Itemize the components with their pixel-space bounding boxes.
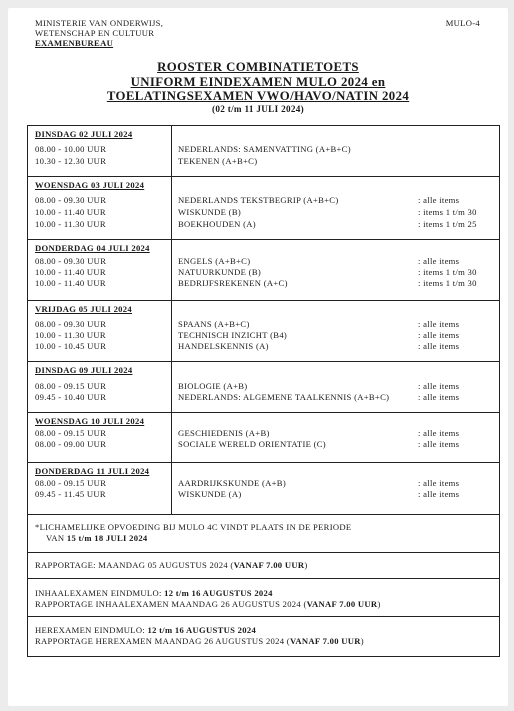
schedule-row: [28, 256, 499, 267]
schedule-row: [28, 489, 499, 500]
ministry-name-line2: WETENSCHAP EN CULTUUR: [35, 28, 155, 38]
day-heading: WOENSDAG 10 JULI 2024: [35, 416, 145, 426]
ministry-name-line1: MINISTERIE VAN ONDERWIJS,: [35, 18, 164, 28]
exam-time: 09.45 - 11.45 UUR: [35, 489, 106, 499]
bureau-name: EXAMENBUREAU: [35, 38, 114, 48]
pe-note-line-2: VAN 15 t/m 18 JULI 2024: [46, 533, 148, 543]
reexam-line: HEREXAMEN EINDMULO: 12 t/m 16 AUGUSTUS 2024: [35, 625, 257, 635]
title-line-1: ROOSTER COMBINATIETOETS: [157, 60, 359, 74]
exam-subject: HANDELSKENNIS (A): [178, 341, 269, 351]
schedule-row: [28, 144, 499, 155]
schedule-row: [28, 219, 499, 230]
title-line-3: TOELATINGSEXAMEN VWO/HAVO/NATIN 2024: [106, 89, 410, 103]
exam-time: 10.00 - 11.40 UUR: [35, 267, 106, 277]
exam-subject: ENGELS (A+B+C): [178, 256, 251, 266]
schedule-day-block: [28, 413, 499, 463]
schedule-row: [28, 381, 499, 392]
exam-items: : alle items: [418, 256, 460, 266]
physical-education-note: [28, 515, 499, 553]
day-heading: DONDERDAG 04 JULI 2024: [35, 243, 150, 253]
document-code: MULO-4: [445, 18, 480, 28]
exam-items: : alle items: [418, 478, 460, 488]
day-heading: DINSDAG 09 JULI 2024: [35, 365, 133, 375]
exam-subject: BOEKHOUDEN (A): [178, 219, 256, 229]
day-heading: WOENSDAG 03 JULI 2024: [35, 180, 145, 190]
exam-items: : alle items: [418, 330, 460, 340]
day-heading: DONDERDAG 11 JULI 2024: [35, 466, 150, 476]
exam-subject: AARDRIJKSKUNDE (A+B): [178, 478, 287, 488]
exam-items: : items 1 t/m 30: [418, 278, 477, 288]
exam-time: 08.00 - 10.00 UUR: [35, 144, 107, 154]
title-date-range: (02 t/m 11 JULI 2024): [211, 103, 305, 114]
schedule-row: [28, 207, 499, 218]
makeup-exam-line: INHAALEXAMEN EINDMULO: 12 t/m 16 AUGUSTUS 2024: [35, 588, 273, 598]
exam-subject: GESCHIEDENIS (A+B): [178, 428, 270, 438]
exam-subject: NATUURKUNDE (B): [178, 267, 262, 277]
exam-subject: NEDERLANDS TEKSTBEGRIP (A+B+C): [178, 195, 339, 205]
exam-time: 08.00 - 09.30 UUR: [35, 256, 107, 266]
report-note: [28, 553, 499, 579]
exam-time: 08.00 - 09.15 UUR: [35, 428, 107, 438]
schedule-day-block: [28, 301, 499, 362]
schedule-table: [27, 125, 500, 657]
exam-time: 10.30 - 12.30 UUR: [35, 156, 107, 166]
exam-time: 10.00 - 10.45 UUR: [35, 341, 107, 351]
schedule-day-block: [28, 126, 499, 177]
exam-time: 10.00 - 11.30 UUR: [35, 330, 106, 340]
exam-time: 08.00 - 09.30 UUR: [35, 319, 107, 329]
day-heading: DINSDAG 02 JULI 2024: [35, 129, 133, 139]
exam-subject: NEDERLANDS: SAMENVATTING (A+B+C): [178, 144, 351, 154]
exam-time: 10.00 - 11.40 UUR: [35, 207, 106, 217]
exam-items: : alle items: [418, 341, 460, 351]
exam-items: : alle items: [418, 195, 460, 205]
exam-items: : alle items: [418, 439, 460, 449]
exam-time: 08.00 - 09.00 UUR: [35, 439, 107, 449]
document-page: [8, 8, 508, 706]
schedule-row: [28, 392, 499, 403]
exam-subject: WISKUNDE (B): [178, 207, 242, 217]
schedule-row: [28, 195, 499, 206]
exam-time: 09.45 - 10.40 UUR: [35, 392, 107, 402]
schedule-row: [28, 478, 499, 489]
schedule-day-block: [28, 177, 499, 240]
exam-subject: WISKUNDE (A): [178, 489, 242, 499]
schedule-row: [28, 330, 499, 341]
exam-time: 10.00 - 11.30 UUR: [35, 219, 106, 229]
makeup-report-line: RAPPORTAGE INHAALEXAMEN MAANDAG 26 AUGUSTUS 2024 (VANAF 7.00 UUR): [35, 599, 381, 609]
exam-time: 08.00 - 09.30 UUR: [35, 195, 107, 205]
exam-subject: BEDRIJFSREKENEN (A+C): [178, 278, 288, 288]
exam-time: 10.00 - 11.40 UUR: [35, 278, 106, 288]
resit-makeup-note: [28, 579, 499, 617]
exam-items: : items 1 t/m 25: [418, 219, 477, 229]
exam-time: 08.00 - 09.15 UUR: [35, 478, 107, 488]
pe-note-line-1: *LICHAMELIJKE OPVOEDING BIJ MULO 4C VINDT PLAATS IN DE PERIODE: [35, 522, 352, 532]
exam-items: : alle items: [418, 428, 460, 438]
exam-items: : alle items: [418, 381, 460, 391]
exam-items: : items 1 t/m 30: [418, 267, 477, 277]
schedule-row: [28, 439, 499, 450]
exam-subject: TECHNISCH INZICHT (B4): [178, 330, 288, 340]
schedule-row: [28, 156, 499, 167]
exam-items: : alle items: [418, 319, 460, 329]
reexam-report-line: RAPPORTAGE HEREXAMEN MAANDAG 26 AUGUSTUS 2024 (VANAF 7.00 UUR): [35, 636, 364, 646]
exam-items: : alle items: [418, 489, 460, 499]
exam-subject: NEDERLANDS: ALGEMENE TAALKENNIS (A+B+C): [178, 392, 390, 402]
reexam-note: [28, 617, 499, 656]
schedule-day-block: [28, 463, 499, 515]
schedule-row: [28, 428, 499, 439]
document-title: [8, 60, 508, 115]
exam-subject: SPAANS (A+B+C): [178, 319, 250, 329]
exam-items: : items 1 t/m 30: [418, 207, 477, 217]
schedule-row: [28, 319, 499, 330]
title-line-2: UNIFORM EINDEXAMEN MULO 2024 en: [130, 74, 386, 89]
report-date-line: RAPPORTAGE: MAANDAG 05 AUGUSTUS 2024 (VANAF 7.00 UUR): [35, 560, 308, 570]
schedule-row: [28, 278, 499, 289]
exam-time: 08.00 - 09.15 UUR: [35, 381, 107, 391]
schedule-day-block: [28, 362, 499, 413]
exam-subject: BIOLOGIE (A+B): [178, 381, 248, 391]
schedule-row: [28, 267, 499, 278]
day-heading: VRIJDAG 05 JULI 2024: [35, 304, 132, 314]
exam-subject: TEKENEN (A+B+C): [178, 156, 258, 166]
ministry-header: [35, 18, 163, 48]
exam-subject: SOCIALE WERELD ORIENTATIE (C): [178, 439, 326, 449]
schedule-day-block: [28, 240, 499, 301]
exam-items: : alle items: [418, 392, 460, 402]
schedule-row: [28, 341, 499, 352]
